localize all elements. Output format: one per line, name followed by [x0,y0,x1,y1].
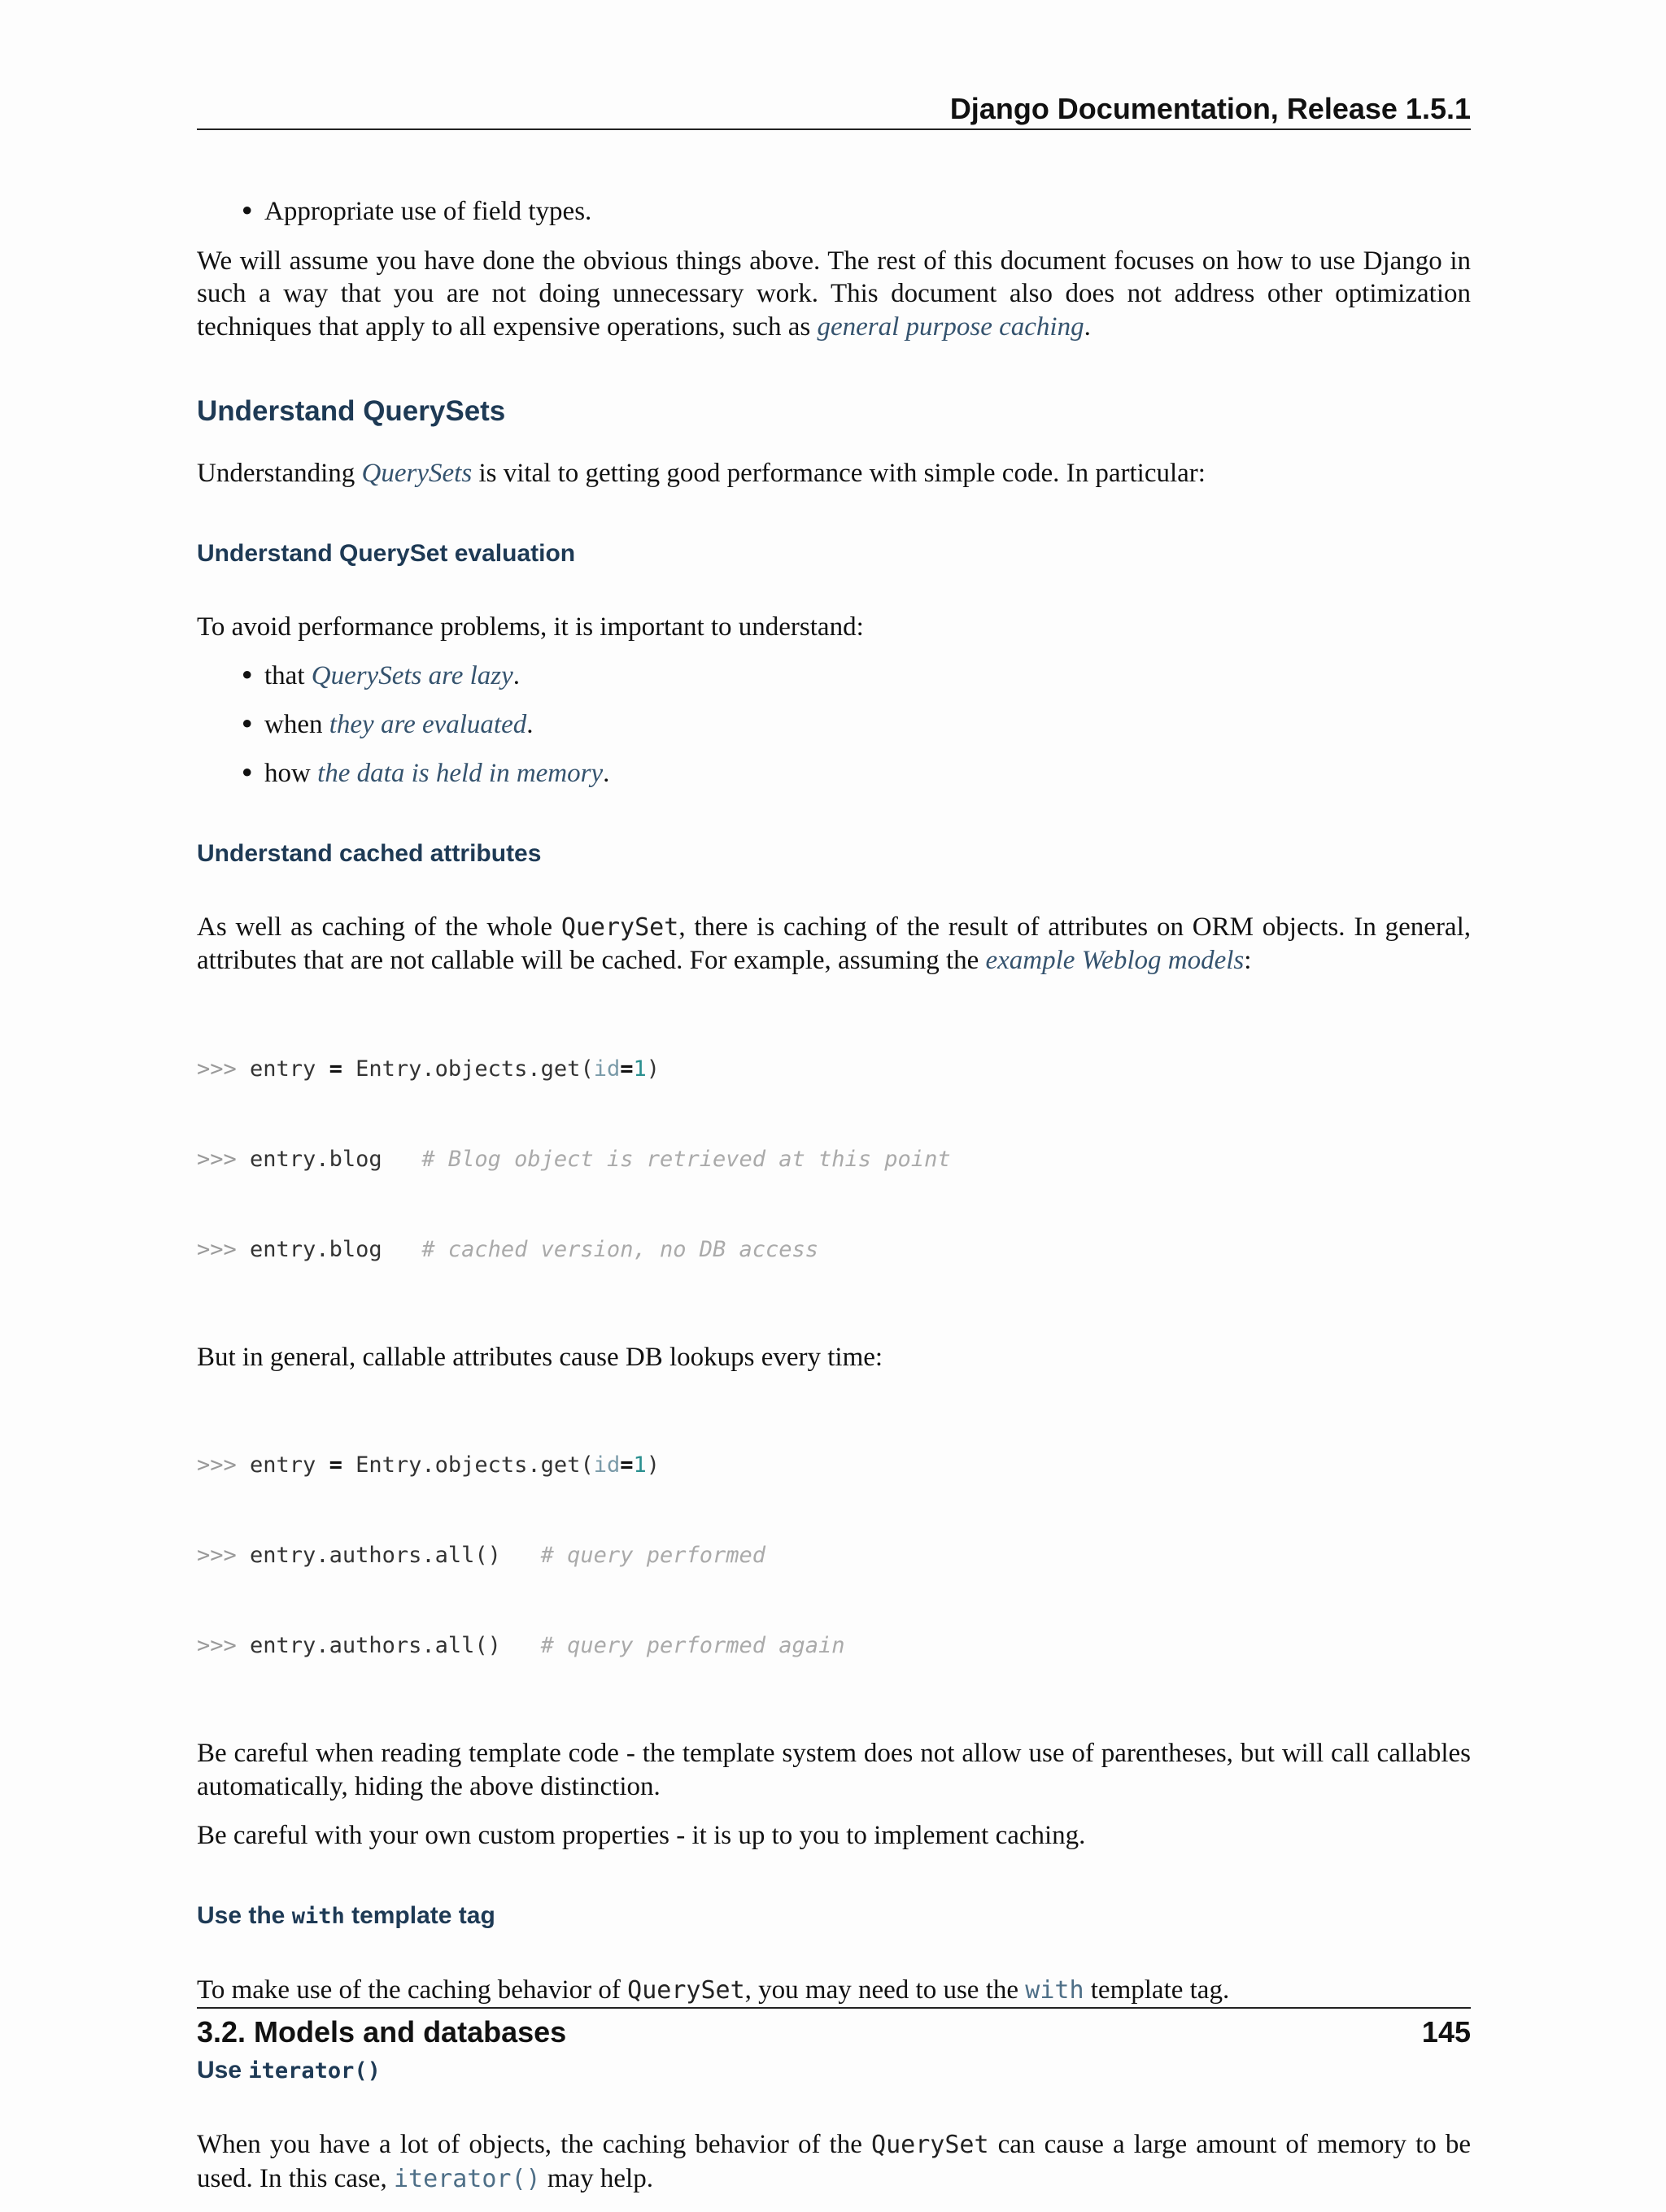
running-header: Django Documentation, Release 1.5.1 [949,92,1471,125]
querysets-paragraph: Understanding QuerySets is vital to getting good performance with simple code. In particular: [197,459,1206,488]
code-line: >>> entry = Entry.objects.get(id=1) [197,1452,661,1478]
section-title-understand-querysets: Understand QuerySets [197,395,506,427]
list-item: • Appropriate use of field types. [197,195,1471,229]
subsection-title-with-template-tag: Use the with template tag [197,1901,495,1929]
intro-paragraph: We will assume you have done the obvious things above. The rest of this document focuses on how to use Django in such a way that you are not doing unnecessary work. This document also does not address other optimization techniques that apply to all expensive operations, such as general purpose caching. [197,246,1471,342]
querysets-are-lazy-link[interactable]: QuerySets are lazy [311,661,513,690]
running-footer [197,2014,1471,2051]
iterator-link[interactable]: iterator() [393,2164,541,2193]
custom-properties-paragraph: Be careful with your own custom properties - it is up to you to implement caching. [197,1821,1086,1850]
list-item: • how the data is held in memory. [197,757,1471,790]
example-weblog-models-link[interactable]: example Weblog models [985,946,1245,975]
code-line: >>> entry.blog # cached version, no DB access [197,1236,819,1262]
list-item: • when they are evaluated. [197,708,1471,742]
inline-code: QuerySet [560,912,679,942]
code-block-cached-attributes [197,994,1471,1325]
code-line: >>> entry.authors.all() # query performed [197,1543,765,1568]
evaluation-list [197,660,1471,790]
subsection-title-queryset-evaluation: Understand QuerySet evaluation [197,539,576,567]
footer-section: 3.2. Models and databases [197,2015,567,2049]
page-number: 145 [1421,2015,1471,2049]
template-code-paragraph: Be careful when reading template code - the template system does not allow use of parentheses, but will call callables automatically, hiding the above distinction. [197,1739,1471,1801]
with-tag-paragraph: To make use of the caching behavior of QuerySet, you may need to use the with template tag. [197,1975,1230,2005]
cached-attributes-paragraph: As well as caching of the whole QuerySet, there is caching of the result of attributes on ORM objects. In general, attributes that are not callable will be cached. For example, assuming the example Weblog models: [197,912,1471,975]
with-tag-link[interactable]: with [1025,1975,1084,2005]
callable-attributes-paragraph: But in general, callable attributes cause DB lookups every time: [197,1342,883,1372]
header-rule [197,128,1471,130]
general-purpose-caching-link[interactable]: general purpose caching [817,311,1084,342]
evaluation-intro: To avoid performance problems, it is important to understand: [197,612,864,642]
they-are-evaluated-link[interactable]: they are evaluated [329,710,527,739]
intro-bullet-list [197,195,1471,229]
code-line: >>> entry.blog # Blog object is retrieved at this point [197,1146,951,1172]
code-line: >>> entry.authors.all() # query performed again [197,1633,845,1658]
inline-code: QuerySet [871,2131,989,2159]
iterator-paragraph: When you have a lot of objects, the caching behavior of the QuerySet can cause a large amount of memory to be used. In this case, iterator() may help. [197,2130,1472,2193]
code-block-callable-attributes [197,1390,1471,1721]
code-line: >>> entry = Entry.objects.get(id=1) [197,1056,661,1082]
list-item: • that QuerySets are lazy. [197,660,1471,693]
querysets-link[interactable]: QuerySets [361,459,473,488]
inline-code: QuerySet [627,1975,745,2005]
data-held-in-memory-link[interactable]: the data is held in memory [317,759,604,788]
footer-rule [197,2007,1471,2009]
page-content [197,195,1471,2212]
subsection-title-cached-attributes: Understand cached attributes [197,839,542,867]
subsection-title-use-iterator: Use iterator() [197,2057,381,2084]
